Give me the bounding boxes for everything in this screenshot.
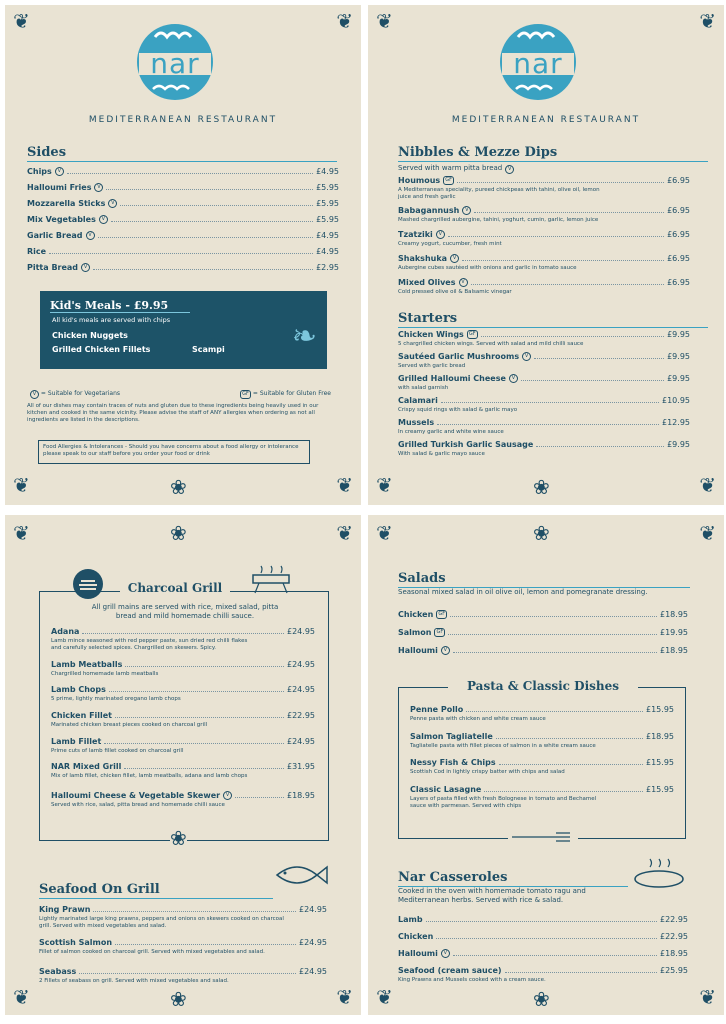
menu-item-price: £24.95: [299, 967, 327, 976]
menu-item-description: 5 prime, lightly marinated oregano lamb chops: [51, 696, 181, 702]
menu-item-description: Lamb mince seasoned with red pepper paste, sun dried red chilli flakes and carefully selected spices. Chargrilled on skewers. Spicy.: [51, 638, 248, 651]
dot-leader: [471, 284, 665, 285]
center-ornament-icon: ❀: [533, 475, 550, 499]
menu-item-row: [398, 949, 688, 958]
menu-item-name: Salmon: [398, 628, 432, 637]
dot-leader: [235, 797, 284, 798]
menu-item-name: Penne Pollo: [410, 705, 464, 714]
dot-leader: [481, 336, 664, 337]
dot-leader: [521, 380, 664, 381]
menu-item-name: Seabass: [39, 967, 77, 976]
menu-item-price: £6.95: [667, 278, 690, 287]
menu-item-name: Chips: [27, 167, 52, 176]
menu-item-row: [27, 231, 339, 240]
menu-item-price: £18.95: [646, 732, 674, 741]
menu-item-row: [39, 938, 327, 947]
corner-ornament-icon: ❦: [699, 985, 716, 1009]
corner-ornament-icon: ❦: [699, 473, 716, 497]
menu-item-price: £6.95: [667, 176, 690, 185]
dot-leader: [450, 616, 657, 617]
menu-item-name: Chicken Wings: [398, 330, 464, 339]
menu-item-description: Marinated chicken breast pieces cooked on charcoal grill: [51, 722, 208, 728]
menu-item-name: Lamb Chops: [51, 685, 106, 694]
corner-ornament-icon: ❦: [376, 521, 393, 545]
menu-item-description: Chargrilled homemade lamb meatballs: [51, 671, 159, 677]
casseroles-heading: Nar Casseroles: [398, 870, 628, 887]
corner-ornament-icon: ❦: [376, 985, 393, 1009]
menu-item-name: Adana: [51, 627, 80, 636]
menu-item-price: £10.95: [662, 396, 690, 405]
menu-item-description: Mix of lamb fillet, chicken fillet, lamb meatballs, adana and lamb chops: [51, 773, 248, 779]
menu-item-name: Chicken Fillet: [51, 711, 113, 720]
menu-item-name: Garlic Bread: [27, 231, 83, 240]
menu-item-description: Aubergine cubes sautéed with onions and garlic in tomato sauce: [398, 265, 577, 271]
dot-leader: [79, 973, 296, 974]
menu-item-row: [398, 418, 690, 427]
restaurant-subtitle: MEDITERRANEAN RESTAURANT: [451, 115, 641, 125]
menu-item-description: Served with garlic bread: [398, 363, 466, 369]
allergy-box: Food Allergies & Intolerances - Should you have concerns about a food allergy or intolerance please speak to our staff before you order your food or drink: [38, 440, 310, 464]
pasta-heading: Pasta & Classic Dishes: [448, 679, 638, 693]
vegetarian-badge: V: [55, 167, 64, 176]
kids-item: Chicken Nuggets: [52, 331, 128, 340]
menu-item-price: £22.95: [660, 932, 688, 941]
menu-item-price: £19.95: [660, 628, 688, 637]
menu-item-price: £5.95: [316, 199, 339, 208]
menu-item-row: [410, 785, 674, 794]
menu-item-name: Salmon Tagliatelle: [410, 732, 493, 741]
dot-leader: [93, 911, 296, 912]
menu-item-name: Chicken: [398, 932, 434, 941]
vegetarian-badge: V: [509, 374, 518, 383]
menu-item-description: King Prawns and Mussels cooked with a cream sauce.: [398, 977, 546, 983]
menu-item-price: £18.95: [660, 949, 688, 958]
gluten-free-legend: GF = Suitable for Gluten Free: [237, 390, 331, 399]
menu-item-row: [398, 646, 688, 655]
casseroles-intro: Cooked in the oven with homemade tomato ragu and Mediterranean herbs. Served with rice & salad.: [398, 887, 586, 904]
menu-item-row: [398, 440, 690, 449]
menu-item-row: [51, 737, 315, 746]
vegetarian-badge: V: [81, 263, 90, 272]
barbecue-icon: [249, 565, 293, 595]
menu-item-price: £5.95: [316, 183, 339, 192]
menu-item-price: £22.95: [660, 915, 688, 924]
menu-item-row: [398, 352, 690, 361]
menu-page-1: [5, 5, 361, 505]
menu-item-description: Creamy yogurt, cucumber, fresh mint: [398, 241, 502, 247]
dot-leader: [496, 738, 643, 739]
menu-item-name: Halloumi: [398, 646, 438, 655]
gluten-free-badge: GF: [436, 610, 447, 619]
menu-item-name: Classic Lasagne: [410, 785, 482, 794]
fork-icon: [508, 829, 578, 845]
menu-item-price: £15.95: [646, 785, 674, 794]
menu-item-price: £6.95: [667, 206, 690, 215]
dot-leader: [474, 212, 664, 213]
seafood-heading: Seafood On Grill: [39, 882, 273, 899]
vegetarian-badge: V: [99, 215, 108, 224]
menu-item-description: Layers of pasta filled with fresh Bolognese in tomato and Bechamel sauce with parmesan. Served with chips: [410, 796, 597, 809]
vegetarian-badge: V: [108, 199, 117, 208]
dot-leader: [466, 711, 643, 712]
logo-text: nar: [150, 47, 200, 80]
dot-leader: [106, 189, 313, 190]
menu-item-description: Prime cuts of lamb fillet cooked on charcoal grill: [51, 748, 184, 754]
menu-item-description: Served with rice, salad, pitta bread and homemade chilli sauce: [51, 802, 225, 808]
starters-heading: Starters: [398, 311, 708, 328]
dot-leader: [536, 446, 664, 447]
menu-item-name: Lamb Meatballs: [51, 660, 123, 669]
menu-item-row: [27, 199, 339, 208]
dot-leader: [124, 768, 284, 769]
corner-ornament-icon: ❦: [336, 9, 353, 33]
dot-leader: [453, 652, 657, 653]
menu-item-row: [51, 762, 315, 771]
corner-ornament-icon: ❦: [699, 9, 716, 33]
dot-leader: [82, 633, 284, 634]
vegetarian-badge: V: [441, 646, 450, 655]
sides-heading: Sides: [27, 145, 337, 162]
menu-item-row: [410, 705, 674, 714]
menu-item-description: Cold pressed olive oil & Balsamic vinegar: [398, 289, 512, 295]
salads-intro: Seasonal mixed salad in oil olive oil, lemon and pomegranate dressing.: [398, 588, 648, 596]
menu-item-row: [39, 967, 327, 976]
corner-ornament-icon: ❦: [376, 9, 393, 33]
menu-item-price: £25.95: [660, 966, 688, 975]
menu-item-row: [27, 183, 339, 192]
menu-item-row: [27, 247, 339, 256]
corner-ornament-icon: ❦: [376, 473, 393, 497]
menu-item-name: Scottish Salmon: [39, 938, 113, 947]
menu-page-4: [368, 515, 724, 1015]
menu-item-row: [398, 932, 688, 941]
dot-leader: [499, 764, 643, 765]
menu-item-price: £4.95: [316, 247, 339, 256]
dot-leader: [462, 260, 664, 261]
menu-item-price: £24.95: [287, 737, 315, 746]
menu-item-name: Lamb: [398, 915, 423, 924]
menu-item-price: £18.95: [660, 646, 688, 655]
corner-ornament-icon: ❦: [699, 521, 716, 545]
dot-leader: [448, 236, 664, 237]
menu-item-row: [398, 206, 690, 215]
dot-leader: [67, 173, 313, 174]
menu-item-description: with salad garnish: [398, 385, 449, 391]
menu-item-price: £24.95: [287, 685, 315, 694]
menu-item-name: Mussels: [398, 418, 435, 427]
menu-item-description: Fillet of salmon cooked on charcoal grill. Served with mixed vegetables and salad.: [39, 949, 265, 955]
menu-item-price: £15.95: [646, 758, 674, 767]
menu-item-name: Houmous: [398, 176, 441, 185]
menu-item-description: Mashed chargrilled aubergine, tahini, yoghurt, cumin, garlic, lemon juice: [398, 217, 599, 223]
menu-item-name: Nessy Fish & Chips: [410, 758, 496, 767]
menu-item-row: [51, 627, 315, 636]
nibbles-heading: Nibbles & Mezze Dips: [398, 145, 708, 162]
menu-item-row: [27, 167, 339, 176]
dot-leader: [436, 938, 657, 939]
menu-item-price: £4.95: [316, 231, 339, 240]
menu-item-row: [398, 254, 690, 263]
menu-item-description: Lightly marinated large king prawns, peppers and onions on skewers cooked on charcoal grill. Served with mixed vegetables and salad.: [39, 916, 284, 929]
vegetarian-badge: V: [94, 183, 103, 192]
menu-item-price: £5.95: [316, 215, 339, 224]
dot-leader: [484, 791, 643, 792]
center-ornament-icon: ❀: [170, 521, 187, 545]
dot-leader: [505, 972, 657, 973]
menu-item-name: Halloumi Fries: [27, 183, 92, 192]
menu-item-name: Mozzarella Sticks: [27, 199, 106, 208]
corner-ornament-icon: ❦: [336, 473, 353, 497]
menu-item-description: 5 chargrilled chicken wings. Served with salad and mild chilli sauce: [398, 341, 584, 347]
menu-item-price: £22.95: [287, 711, 315, 720]
menu-item-name: NAR Mixed Grill: [51, 762, 122, 771]
dot-leader: [49, 253, 313, 254]
vegetarian-badge: V: [522, 352, 531, 361]
dot-leader: [93, 269, 313, 270]
gluten-free-badge: GF: [443, 176, 454, 185]
menu-item-price: £18.95: [660, 610, 688, 619]
menu-item-row: [398, 915, 688, 924]
dot-leader: [437, 424, 659, 425]
kids-item: Scampi: [192, 345, 225, 354]
corner-ornament-icon: ❦: [13, 473, 30, 497]
grill-intro: All grill mains are served with rice, mixed salad, pitta bread and mild homemade chilli sauce.: [91, 603, 279, 621]
center-ornament-icon: ❀: [170, 475, 187, 499]
menu-item-price: £4.95: [316, 167, 339, 176]
menu-item-price: £31.95: [287, 762, 315, 771]
kids-title: Kid's Meals - £9.95: [50, 299, 190, 313]
menu-item-row: [398, 966, 688, 975]
dot-leader: [125, 666, 284, 667]
menu-item-price: £24.95: [287, 660, 315, 669]
menu-item-name: Mixed Olives: [398, 278, 456, 287]
dot-leader: [115, 717, 284, 718]
menu-item-name: Halloumi: [398, 949, 438, 958]
menu-item-row: [27, 263, 339, 272]
vegetarian-badge: V: [441, 949, 450, 958]
dot-leader: [104, 743, 284, 744]
casserole-dish-icon: [630, 855, 688, 891]
vegetarian-badge: V: [462, 206, 471, 215]
leaf-ornament-icon: ❧: [291, 319, 317, 354]
kids-meals-panel: [40, 291, 327, 369]
menu-item-price: £9.95: [667, 374, 690, 383]
logo-text: nar: [513, 47, 563, 80]
menu-item-description: Penne pasta with chicken and white cream sauce: [410, 716, 546, 722]
menu-item-row: [410, 732, 674, 741]
dot-leader: [98, 237, 314, 238]
menu-item-name: Babagannush: [398, 206, 460, 215]
vegetarian-badge: V: [86, 231, 95, 240]
restaurant-subtitle: MEDITERRANEAN RESTAURANT: [88, 115, 278, 125]
menu-item-name: Grilled Turkish Garlic Sausage: [398, 440, 534, 449]
center-ornament-icon: ❀: [533, 987, 550, 1011]
menu-item-name: Shakshuka: [398, 254, 448, 263]
menu-item-price: £24.95: [287, 627, 315, 636]
menu-item-name: Calamari: [398, 396, 438, 405]
menu-item-description: Crispy squid rings with salad & garlic mayo: [398, 407, 518, 413]
vegetarian-badge: V: [436, 230, 445, 239]
center-ornament-icon: ❀: [170, 826, 187, 850]
dot-leader: [109, 691, 284, 692]
menu-item-price: £9.95: [667, 352, 690, 361]
menu-item-price: £9.95: [667, 330, 690, 339]
center-ornament-icon: ❀: [170, 987, 187, 1011]
menu-item-row: [398, 278, 690, 287]
menu-page-2: [368, 5, 724, 505]
salads-heading: Salads: [398, 571, 690, 588]
menu-page-3: [5, 515, 361, 1015]
menu-item-price: £2.95: [316, 263, 339, 272]
dot-leader: [534, 358, 664, 359]
menu-item-price: £24.95: [299, 938, 327, 947]
menu-item-price: £9.95: [667, 440, 690, 449]
menu-item-price: £15.95: [646, 705, 674, 714]
menu-item-row: [398, 230, 690, 239]
dot-leader: [115, 944, 296, 945]
allergy-note: All of our dishes may contain traces of nuts and gluten due to these ingredients being heavily used in our kitchen and cooked in the same vicinity. Please advise the staff of ANY allergies when ordering as not all ingredients are listed in the descriptions.: [27, 403, 319, 424]
menu-item-row: [51, 685, 315, 694]
corner-ornament-icon: ❦: [336, 521, 353, 545]
menu-item-description: A Mediterranean speciality, pureed chickpeas with tahini, olive oil, lemon juice and fresh garlic: [398, 187, 600, 200]
dot-leader: [453, 955, 657, 956]
menu-item-name: King Prawn: [39, 905, 91, 914]
dot-leader: [441, 402, 659, 403]
menu-item-name: Mix Vegetables: [27, 215, 96, 224]
gluten-free-badge: GF: [434, 628, 445, 637]
fish-icon: [273, 860, 331, 890]
dot-leader: [426, 921, 657, 922]
menu-item-row: [398, 610, 688, 619]
menu-item-row: [51, 711, 315, 720]
menu-item-row: [39, 905, 327, 914]
dot-leader: [120, 205, 313, 206]
menu-item-row: [398, 374, 690, 383]
menu-item-description: 2 Fillets of seabass on grill. Served with mixed vegetables and salad.: [39, 978, 229, 984]
menu-item-description: Scottish Cod in lightly crispy batter with chips and salad: [410, 769, 565, 775]
vegetarian-badge: V: [450, 254, 459, 263]
menu-item-name: Grilled Halloumi Cheese: [398, 374, 506, 383]
dot-leader: [111, 221, 313, 222]
menu-item-row: [398, 176, 690, 185]
menu-item-row: [27, 215, 339, 224]
menu-item-row: [398, 628, 688, 637]
menu-item-row: [398, 330, 690, 339]
menu-item-price: £6.95: [667, 230, 690, 239]
grill-icon: [71, 567, 105, 601]
vegetarian-legend: V = Suitable for Vegetarians: [27, 390, 120, 399]
dot-leader: [457, 182, 664, 183]
nibbles-subtitle: Served with warm pitta bread V: [398, 164, 514, 174]
menu-item-name: Sautéed Garlic Mushrooms: [398, 352, 520, 361]
corner-ornament-icon: ❦: [336, 985, 353, 1009]
charcoal-grill-heading: Charcoal Grill: [120, 581, 230, 595]
menu-item-name: Lamb Fillet: [51, 737, 102, 746]
menu-item-price: £12.95: [662, 418, 690, 427]
menu-item-name: Rice: [27, 247, 47, 256]
menu-item-row: [398, 396, 690, 405]
menu-item-description: In creamy garlic and white wine sauce: [398, 429, 504, 435]
menu-item-name: Halloumi Cheese & Vegetable Skewer: [51, 791, 221, 800]
kids-subtitle: All kid's meals are served with chips: [52, 316, 171, 324]
menu-item-price: £18.95: [287, 791, 315, 800]
menu-item-row: [51, 660, 315, 669]
menu-item-row: [410, 758, 674, 767]
menu-item-name: Pitta Bread: [27, 263, 79, 272]
corner-ornament-icon: ❦: [13, 985, 30, 1009]
menu-item-name: Seafood (cream sauce): [398, 966, 502, 975]
menu-item-description: Tagliatelle pasta with fillet pieces of salmon in a white cream sauce: [410, 743, 596, 749]
vegetarian-badge: V: [459, 278, 468, 287]
menu-item-price: £6.95: [667, 254, 690, 263]
kids-item: Grilled Chicken Fillets: [52, 345, 151, 354]
menu-item-row: [51, 791, 315, 800]
dot-leader: [448, 634, 657, 635]
menu-item-name: Tzatziki: [398, 230, 433, 239]
vegetarian-badge: V: [223, 791, 232, 800]
menu-item-description: With salad & garlic mayo sauce: [398, 451, 485, 457]
menu-item-price: £24.95: [299, 905, 327, 914]
center-ornament-icon: ❀: [533, 521, 550, 545]
gluten-free-badge: GF: [467, 330, 478, 339]
menu-item-name: Chicken: [398, 610, 434, 619]
corner-ornament-icon: ❦: [13, 521, 30, 545]
corner-ornament-icon: ❦: [13, 9, 30, 33]
